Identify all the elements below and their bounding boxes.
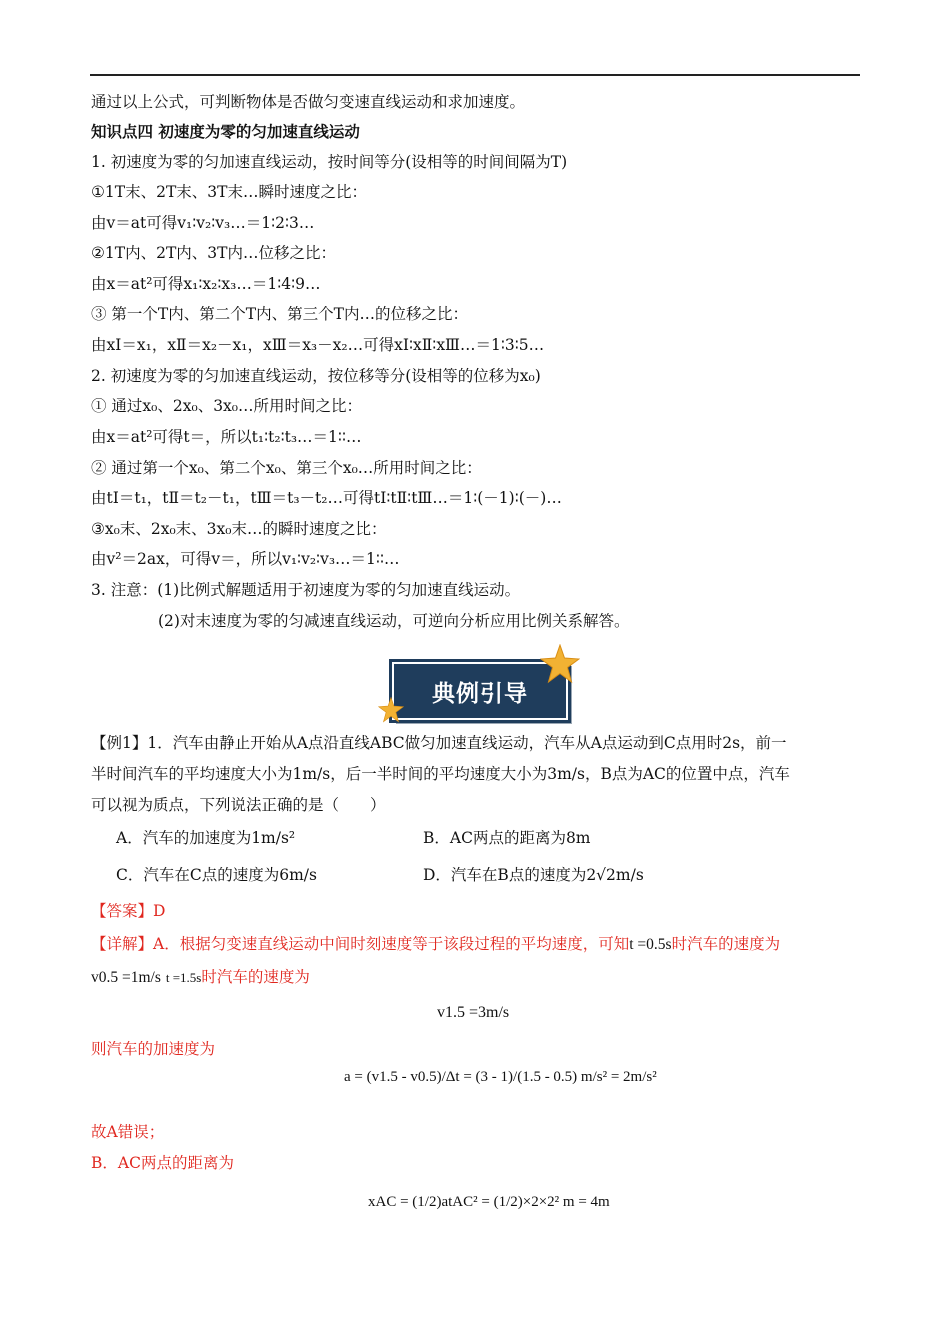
text-line: 由xⅠ＝x₁，xⅡ＝x₂－x₁，xⅢ＝x₃－x₂…可得xⅠ∶xⅡ∶xⅢ…＝1∶3∶5… — [91, 336, 545, 354]
text-line: ① 通过x₀、2x₀、3x₀…所用时间之比： — [91, 397, 363, 415]
question-line: 可以视为质点，下列说法正确的是（ ） — [91, 796, 386, 814]
equation: xAC = (1/2)atAC² = (1/2)×2×2² m = 4m — [368, 1194, 610, 1210]
answer-line — [91, 901, 165, 921]
text-line: 由v²＝2ax，可得v＝，所以v₁∶v₂∶v₃…＝1∶∶… — [91, 550, 400, 568]
answer-value: D — [153, 902, 166, 920]
text-line: 由v＝at可得v₁∶v₂∶v₃…＝1∶2∶3… — [91, 214, 315, 232]
text-line: ② 通过第一个x₀、第二个x₀、第三个x₀…所用时间之比： — [91, 459, 482, 477]
text-line: 由tⅠ＝t₁，tⅡ＝t₂－t₁，tⅢ＝t₃－t₂…可得tⅠ∶tⅡ∶tⅢ…＝1∶(－1)∶(－)… — [91, 489, 562, 507]
text-line: ②1T内、2T内、3T内…位移之比： — [91, 244, 336, 262]
detail-formula: v0.5 =1m/s — [91, 969, 161, 986]
text-line: 1. 初速度为零的匀加速直线运动，按时间等分(设相等的时间间隔为T) — [91, 153, 568, 171]
text-line: (2)对末速度为零的匀减速直线运动，可逆向分析应用比例关系解答。 — [158, 612, 630, 630]
banner-title: 典例引导 — [432, 680, 528, 707]
example-question — [91, 733, 787, 753]
detail-text: 时汽车的速度为 — [671, 935, 781, 953]
text-line: ①1T末、2T末、3T末…瞬时速度之比： — [91, 183, 367, 201]
detail-line — [91, 967, 310, 988]
option-a: A．汽车的加速度为1m/s² — [116, 829, 296, 847]
text-line: 2. 初速度为零的匀加速直线运动，按位移等分(设相等的位移为x₀) — [91, 367, 541, 385]
text-line: 通过以上公式，可判断物体是否做匀变速直线运动和求加速度。 — [91, 93, 526, 111]
option-c: C．汽车在C点的速度为6m/s — [116, 866, 317, 884]
text-line: 3. 注意：(1)比例式解题适用于初速度为零的匀加速直线运动。 — [91, 581, 521, 599]
example-label: 【例1】 — [91, 734, 148, 752]
star-icon — [540, 644, 580, 684]
detail-line: 则汽车的加速度为 — [91, 1040, 216, 1058]
section-heading: 知识点四 初速度为零的匀加速直线运动 — [91, 122, 360, 141]
text-line: ③x₀末、2x₀末、3x₀末…的瞬时速度之比： — [91, 520, 387, 538]
equation: v1.5 =3m/s — [437, 1004, 510, 1021]
star-icon — [378, 697, 404, 723]
option-d: D．汽车在B点的速度为2√2m/s — [423, 866, 644, 884]
detail-label: 【详解】 — [91, 935, 154, 953]
header-rule — [90, 74, 860, 76]
detail-line: B．AC两点的距离为 — [91, 1154, 234, 1172]
detail-text: A．根据匀变速直线运动中间时刻速度等于该段过程的平均速度，可知 — [153, 935, 630, 953]
text-line: 由x＝at²可得t＝，所以t₁∶t₂∶t₃…＝1∶∶… — [91, 428, 362, 446]
detail-formula: t =0.5s — [629, 936, 672, 953]
question-line: 半时间汽车的平均速度大小为1m/s，后一半时间的平均速度大小为3m/s，B点为AC的位置中点，汽车 — [91, 765, 790, 783]
text-line: ③ 第一个T内、第二个T内、第三个T内…的位移之比： — [91, 305, 468, 323]
question-line: 1．汽车由静止开始从A点沿直线ABC做匀加速直线运动，汽车从A点运动到C点用时2s，前一 — [147, 734, 787, 752]
detail-line — [91, 934, 780, 955]
text-line: 由x＝at²可得x₁∶x₂∶x₃…＝1∶4∶9… — [91, 275, 321, 293]
equation: a = (v1.5 - v0.5)/Δt = (3 - 1)/(1.5 - 0.5) m/s² = 2m/s² — [344, 1069, 657, 1085]
detail-formula: t =1.5s — [165, 970, 202, 985]
answer-label: 【答案】 — [91, 902, 154, 920]
detail-line: 故A错误； — [91, 1123, 165, 1141]
detail-text: 时汽车的速度为 — [201, 968, 310, 986]
option-b: B．AC两点的距离为8m — [423, 829, 591, 847]
